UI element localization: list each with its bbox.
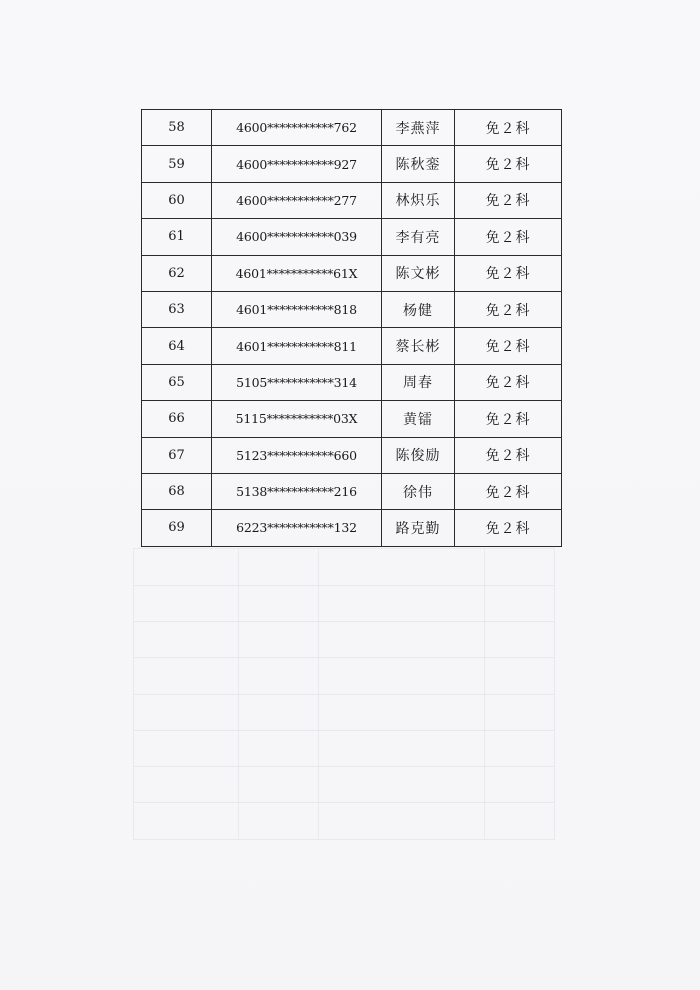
table-row: [142, 110, 562, 146]
id-number-cell: 4601***********818: [212, 291, 382, 327]
table-row: [142, 473, 562, 509]
status-cell: 免２科: [455, 437, 562, 473]
name-cell: 陈秋銮: [382, 146, 455, 182]
row-number-cell: 68: [142, 473, 212, 509]
status-cell: 免２科: [455, 510, 562, 546]
id-number-cell: 4601***********61X: [212, 255, 382, 291]
status-cell: 免２科: [455, 473, 562, 509]
name-cell: 黄镭: [382, 401, 455, 437]
table-row: [142, 364, 562, 400]
id-number-cell: 5123***********660: [212, 437, 382, 473]
id-number-cell: 5105***********314: [212, 364, 382, 400]
status-cell: 免２科: [455, 219, 562, 255]
name-cell: 杨健: [382, 291, 455, 327]
id-number-cell: 4600***********927: [212, 146, 382, 182]
table-row: [142, 182, 562, 218]
status-cell: 免２科: [455, 255, 562, 291]
status-cell: 免２科: [455, 182, 562, 218]
name-cell: 周春: [382, 364, 455, 400]
row-number-cell: 69: [142, 510, 212, 546]
id-number-cell: 4600***********762: [212, 110, 382, 146]
table-row: [142, 437, 562, 473]
status-cell: 免２科: [455, 146, 562, 182]
exemption-table: [141, 109, 562, 547]
table-row: [142, 219, 562, 255]
row-number-cell: 59: [142, 146, 212, 182]
row-number-cell: 63: [142, 291, 212, 327]
row-number-cell: 66: [142, 401, 212, 437]
name-cell: 林炽乐: [382, 182, 455, 218]
id-number-cell: 4600***********277: [212, 182, 382, 218]
row-number-cell: 65: [142, 364, 212, 400]
id-number-cell: 5115***********03X: [212, 401, 382, 437]
table-row: [142, 255, 562, 291]
status-cell: 免２科: [455, 328, 562, 364]
id-number-cell: 6223***********132: [212, 510, 382, 546]
table-row: [142, 328, 562, 364]
table-row: [142, 401, 562, 437]
status-cell: 免２科: [455, 291, 562, 327]
table-row: [142, 510, 562, 546]
row-number-cell: 58: [142, 110, 212, 146]
table-row: [142, 146, 562, 182]
status-cell: 免２科: [455, 401, 562, 437]
name-cell: 陈俊励: [382, 437, 455, 473]
name-cell: 蔡长彬: [382, 328, 455, 364]
row-number-cell: 67: [142, 437, 212, 473]
status-cell: 免２科: [455, 364, 562, 400]
row-number-cell: 64: [142, 328, 212, 364]
name-cell: 李燕萍: [382, 110, 455, 146]
status-cell: 免２科: [455, 110, 562, 146]
name-cell: 李有亮: [382, 219, 455, 255]
row-number-cell: 60: [142, 182, 212, 218]
name-cell: 徐伟: [382, 473, 455, 509]
id-number-cell: 4601***********811: [212, 328, 382, 364]
id-number-cell: 4600***********039: [212, 219, 382, 255]
id-number-cell: 5138***********216: [212, 473, 382, 509]
row-number-cell: 62: [142, 255, 212, 291]
show-through-table: [133, 548, 555, 840]
table-row: [142, 291, 562, 327]
name-cell: 路克勤: [382, 510, 455, 546]
row-number-cell: 61: [142, 219, 212, 255]
table-body: [142, 110, 562, 547]
name-cell: 陈文彬: [382, 255, 455, 291]
